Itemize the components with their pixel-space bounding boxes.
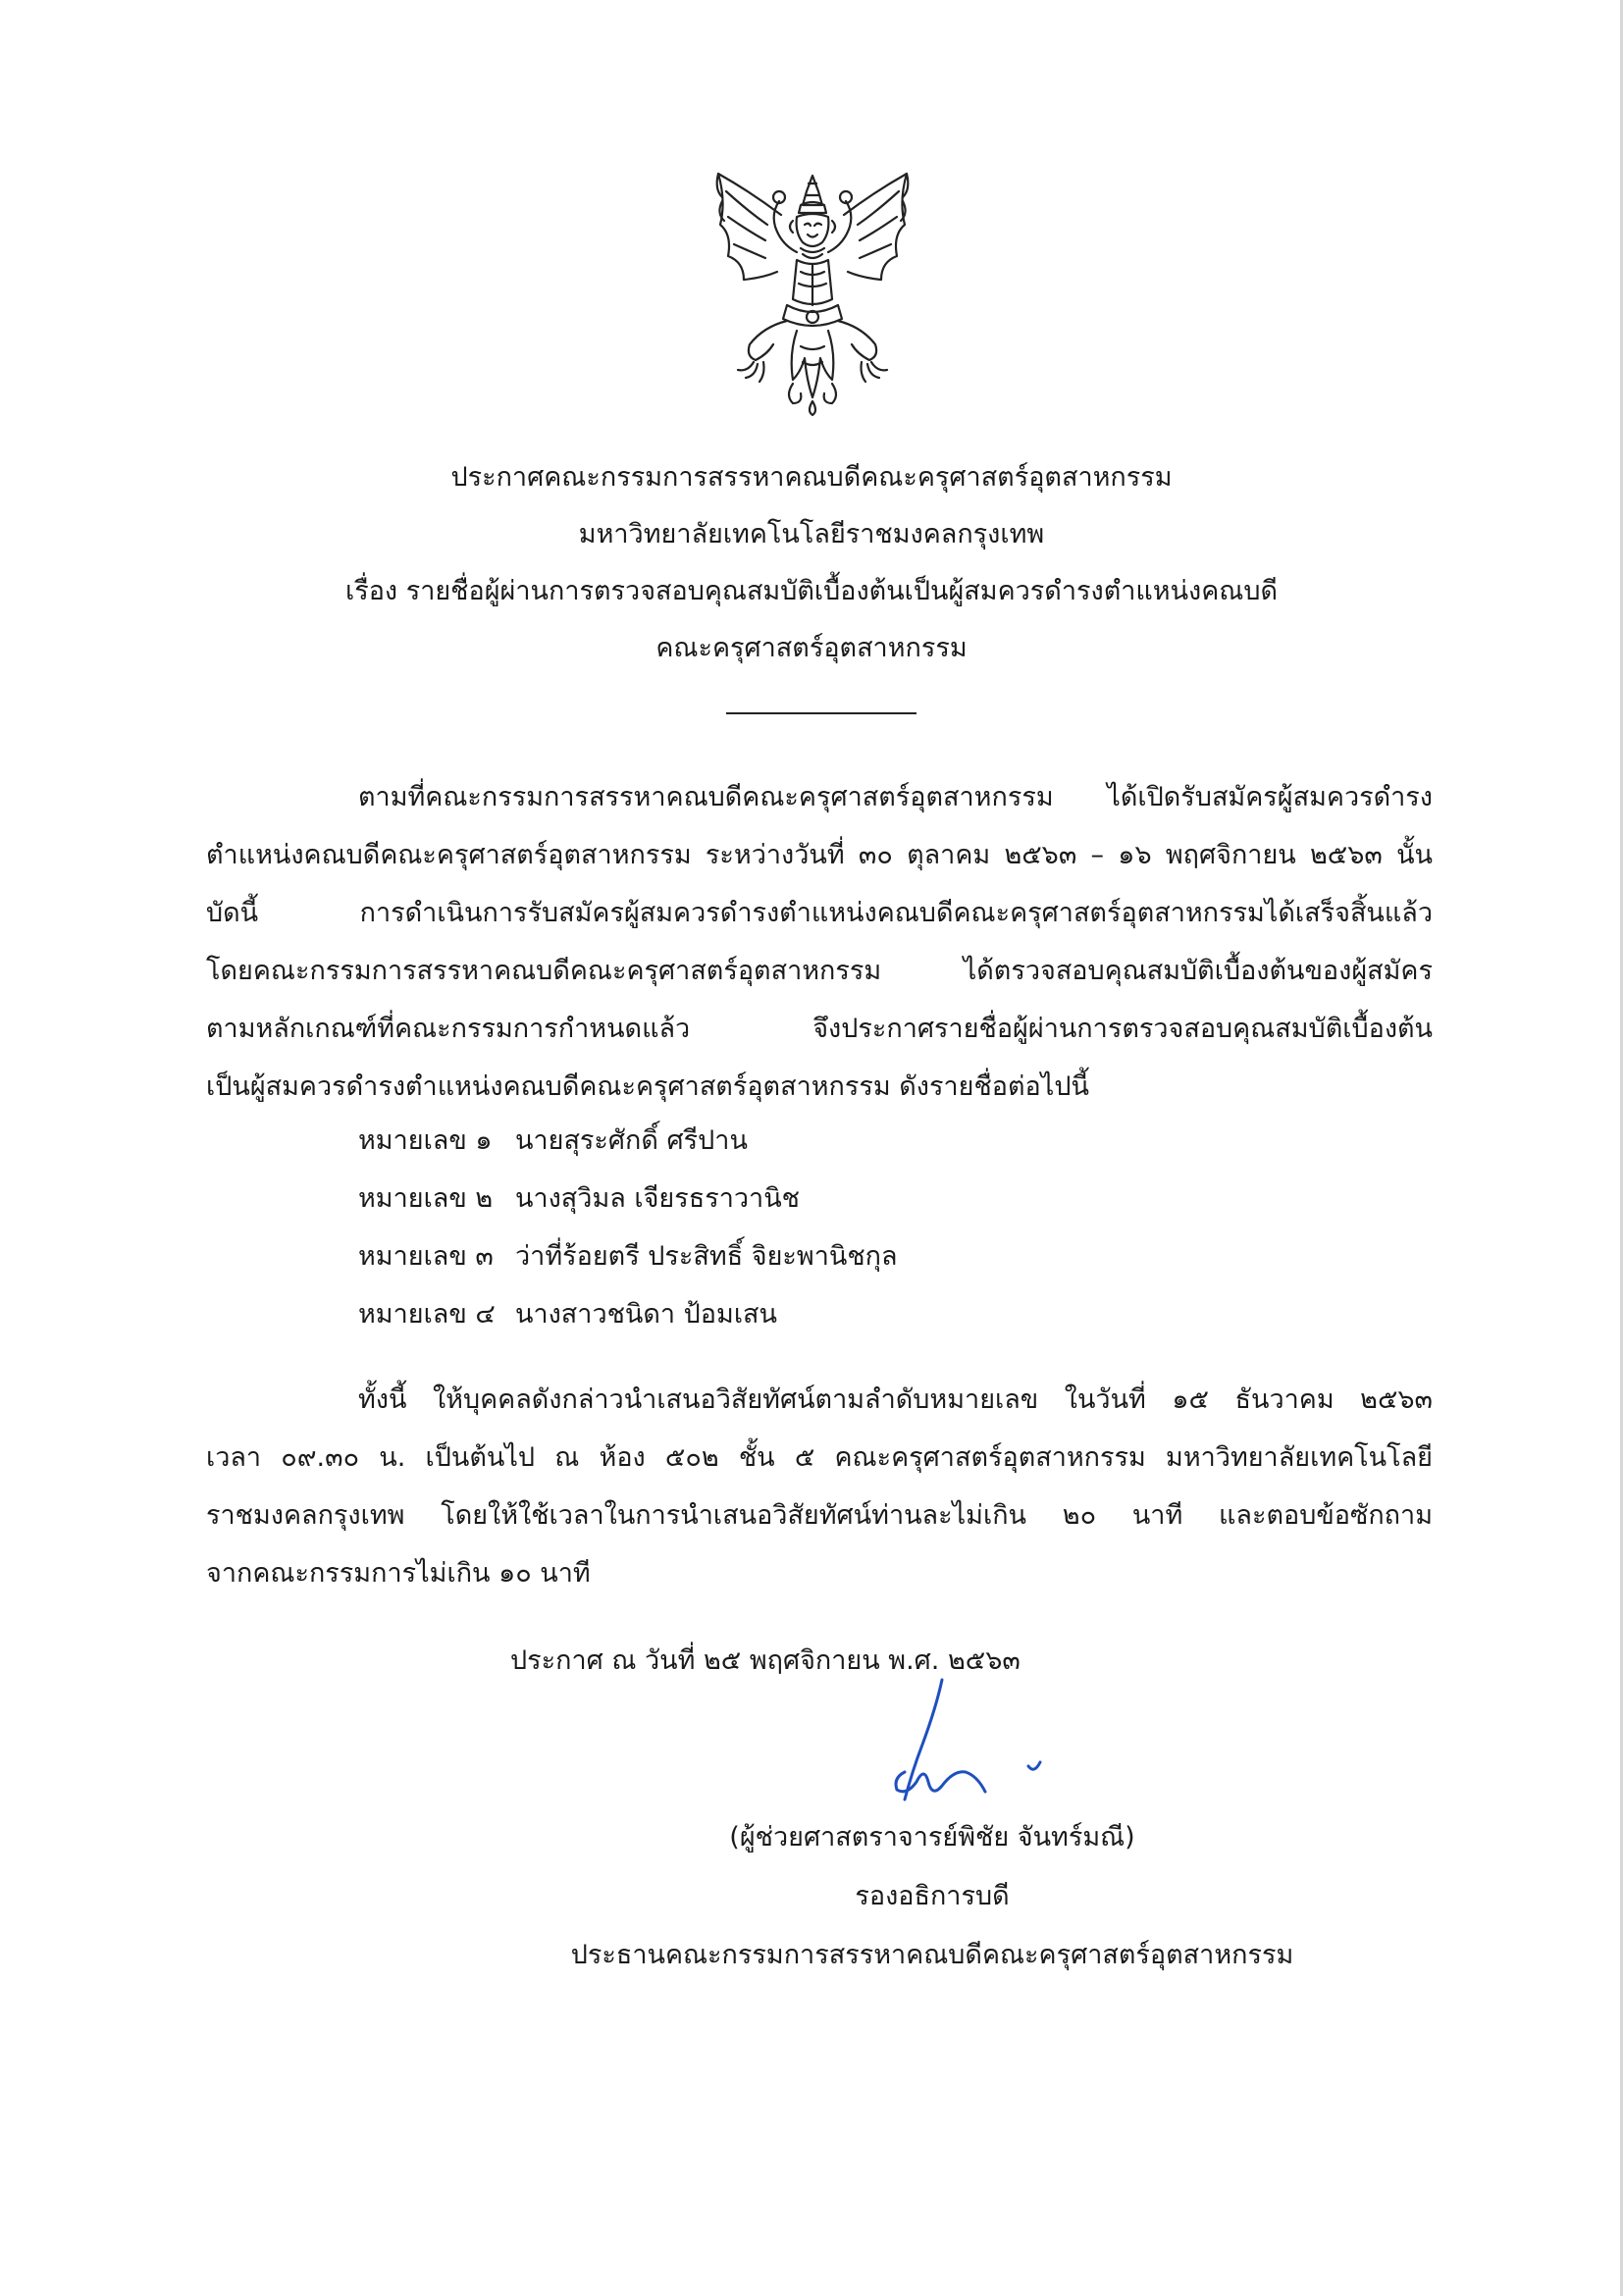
heading-line-1: ประกาศคณะกรรมการสรรหาคณบดีคณะครุศาสตร์อุตสาหกรรม bbox=[450, 462, 1173, 493]
list-item bbox=[358, 1285, 898, 1343]
signatory-position: รองอธิการบดี bbox=[855, 1881, 1010, 1911]
candidate-number: หมายเลข ๔ bbox=[358, 1299, 496, 1330]
paragraph-1-line: ตำแหน่งคณบดีคณะครุศาสตร์อุตสาหกรรม ระหว่างวันที่ ๓๐ ตุลาคม ๒๕๖๓ – ๑๖ พฤศจิกายน ๒๕๖๓ นั้น bbox=[206, 840, 1433, 870]
heading-divider bbox=[726, 712, 916, 714]
candidate-number: หมายเลข ๓ bbox=[358, 1241, 494, 1272]
heading-line-4: คณะครุศาสตร์อุตสาหกรรม bbox=[655, 633, 968, 663]
paragraph-1-line: ตามที่คณะกรรมการสรรหาคณบดีคณะครุศาสตร์อุตสาหกรรม ได้เปิดรับสมัครผู้สมควรดำรง bbox=[358, 782, 1433, 812]
handwritten-signature-icon bbox=[864, 1668, 1060, 1815]
announcement-date: ประกาศ ณ วันที่ ๒๕ พฤศจิกายน พ.ศ. ๒๕๖๓ bbox=[510, 1645, 1021, 1676]
candidate-name: นางสาวชนิดา ป้อมเสน bbox=[515, 1299, 777, 1330]
paragraph-1 bbox=[206, 768, 1433, 1116]
garuda-emblem-icon bbox=[699, 162, 926, 419]
paragraph-1-line: โดยคณะกรรมการสรรหาคณบดีคณะครุศาสตร์อุตสาหกรรม ได้ตรวจสอบคุณสมบัติเบื้องต้นของผู้สมัคร bbox=[206, 956, 1433, 986]
candidate-name: ว่าที่ร้อยตรี ประสิทธิ์ จิยะพานิชกุล bbox=[515, 1241, 898, 1272]
candidate-name: นางสุวิมล เจียรธราวานิช bbox=[515, 1183, 800, 1214]
candidate-name: นายสุระศักดิ์ ศรีปาน bbox=[515, 1125, 748, 1156]
paragraph-2-line: ทั้งนี้ ให้บุคคลดังกล่าวนำเสนอวิสัยทัศน์ตามลำดับหมายเลข ในวันที่ ๑๕ ธันวาคม ๒๕๖๓ bbox=[358, 1384, 1433, 1415]
signatory-name: (ผู้ช่วยศาสตราจารย์พิชัย จันทร์มณี) bbox=[729, 1822, 1135, 1852]
list-item bbox=[358, 1112, 898, 1170]
list-item bbox=[358, 1227, 898, 1285]
list-item bbox=[358, 1170, 898, 1227]
candidate-number: หมายเลข ๑ bbox=[358, 1125, 493, 1156]
signatory-block bbox=[550, 1808, 1315, 1985]
announcement-heading bbox=[196, 449, 1427, 677]
paragraph-2-line: จากคณะกรรมการไม่เกิน ๑๐ นาที bbox=[206, 1558, 591, 1589]
signatory-role: ประธานคณะกรรมการสรรหาคณบดีคณะครุศาสตร์อุตสาหกรรม bbox=[570, 1940, 1294, 1970]
paragraph-1-line: ตามหลักเกณฑ์ที่คณะกรรมการกำหนดแล้ว จึงประกาศรายชื่อผู้ผ่านการตรวจสอบคุณสมบัติเบื้องต้น bbox=[206, 1014, 1433, 1044]
paragraph-2 bbox=[206, 1371, 1433, 1602]
candidate-number: หมายเลข ๒ bbox=[358, 1183, 494, 1214]
heading-subject: เรื่อง รายชื่อผู้ผ่านการตรวจสอบคุณสมบัติเบื้องต้นเป็นผู้สมควรดำรงตำแหน่งคณบดี bbox=[344, 576, 1279, 606]
paragraph-2-line: เวลา ๐๙.๓๐ น. เป็นต้นไป ณ ห้อง ๕๐๒ ชั้น ๕ คณะครุศาสตร์อุตสาหกรรม มหาวิทยาลัยเทคโนโลยี bbox=[206, 1442, 1433, 1473]
heading-line-2: มหาวิทยาลัยเทคโนโลยีราชมงคลกรุงเทพ bbox=[578, 519, 1045, 549]
paragraph-1-line: เป็นผู้สมควรดำรงตำแหน่งคณบดีคณะครุศาสตร์อุตสาหกรรม ดังรายชื่อต่อไปนี้ bbox=[206, 1071, 1089, 1102]
paragraph-2-line: ราชมงคลกรุงเทพ โดยให้ใช้เวลาในการนำเสนอวิสัยทัศน์ท่านละไม่เกิน ๒๐ นาที และตอบข้อซักถาม bbox=[206, 1500, 1433, 1531]
candidate-list bbox=[358, 1112, 898, 1343]
paragraph-1-line: บัดนี้ การดำเนินการรับสมัครผู้สมควรดำรงตำแหน่งคณบดีคณะครุศาสตร์อุตสาหกรรมได้เสร็จสิ้นแล้ว bbox=[206, 898, 1433, 928]
